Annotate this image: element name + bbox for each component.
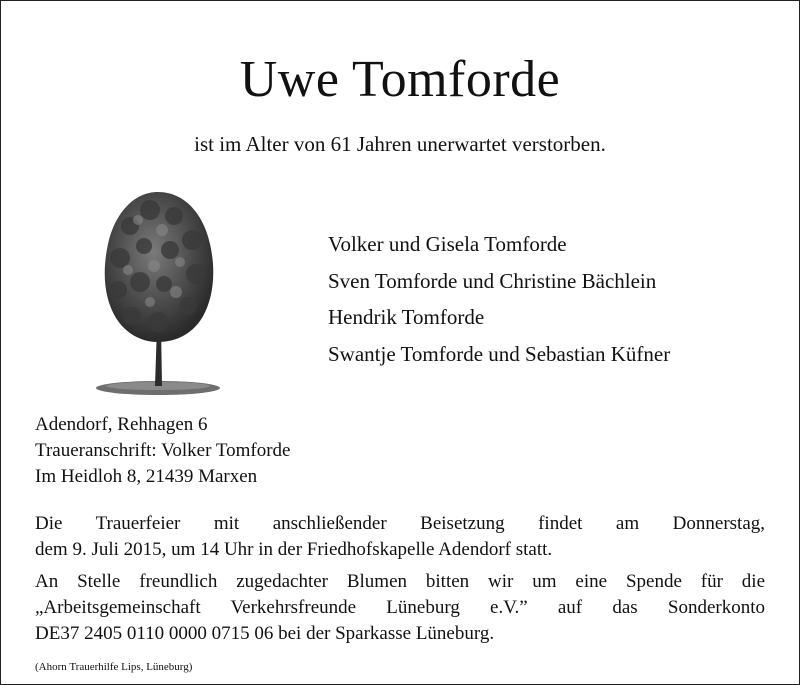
- deceased-name: Uwe Tomforde: [239, 51, 561, 108]
- address-line: Im Heidloh 8, 21439 Marxen: [35, 466, 258, 487]
- mourner-line: Hendrik Tomforde: [328, 305, 485, 329]
- mourner-line: Swantje Tomforde und Sebastian Küfner: [328, 341, 671, 366]
- donation-line: DE37 2405 0110 0000 0715 06 bei der Sparkasse Lüneburg.: [35, 623, 495, 644]
- address-line: Traueranschrift: Volker Tomforde: [35, 440, 291, 461]
- mourners-list: [328, 226, 670, 372]
- ceremony-line: Die Trauerfeier mit anschließender Beisetzung findet am Donnerstag,: [35, 513, 765, 534]
- tree-icon: [92, 186, 222, 396]
- funeral-home-credit: (Ahorn Trauerhilfe Lips, Lüneburg): [35, 661, 193, 673]
- mourner-line: Sven Tomforde und Christine Bächlein: [328, 268, 657, 293]
- donation-paragraph: [35, 569, 765, 647]
- address-block: [35, 412, 290, 490]
- ceremony-paragraph: [35, 511, 765, 563]
- address-line: Adendorf, Rehhagen 6: [35, 414, 208, 435]
- ceremony-line: dem 9. Juli 2015, um 14 Uhr in der Friedhofskapelle Adendorf statt.: [35, 539, 553, 560]
- donation-line: An Stelle freundlich zugedachter Blumen bitten wir um eine Spende für die: [35, 571, 765, 592]
- mourner-line: Volker und Gisela Tomforde: [328, 232, 567, 256]
- death-statement: ist im Alter von 61 Jahren unerwartet verstorben.: [194, 132, 606, 156]
- donation-line: „Arbeitsgemeinschaft Verkehrsfreunde Lüneburg e.V.” auf das Sonderkonto: [35, 597, 765, 618]
